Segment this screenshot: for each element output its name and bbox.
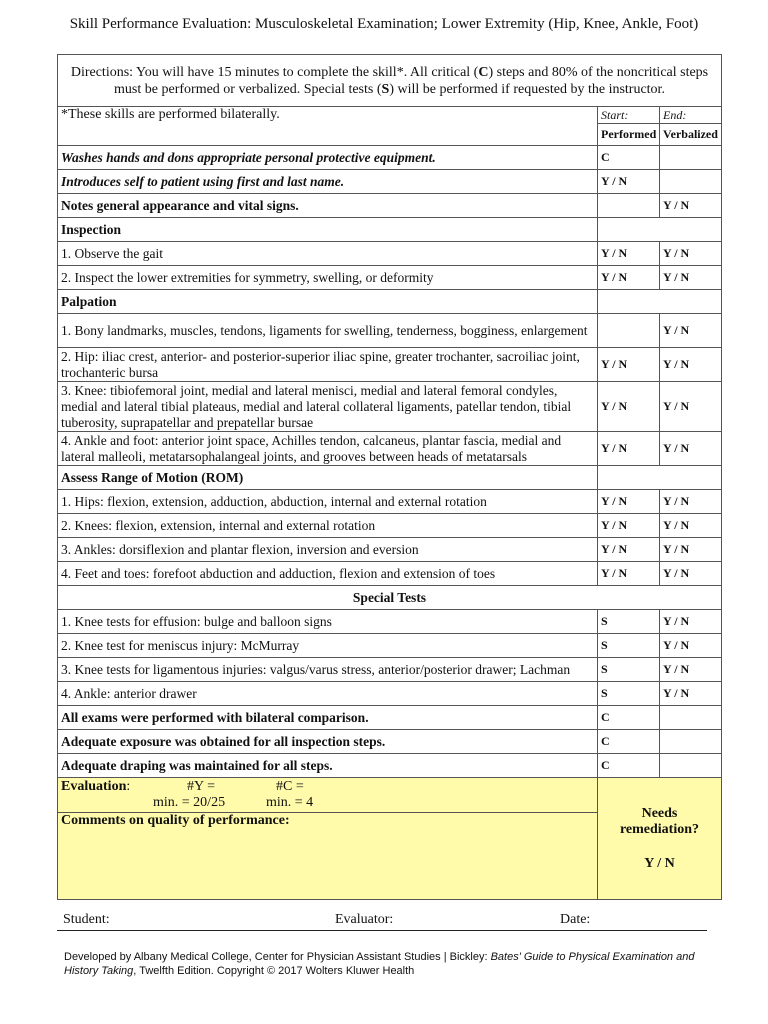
performed-cell: S (597, 610, 659, 634)
verbalized-cell: Y / N (659, 682, 721, 706)
verbalized-cell: Y / N (659, 314, 721, 348)
signature-line (57, 910, 707, 931)
evaluation-table (57, 54, 722, 900)
table-row (58, 658, 722, 682)
table-row (58, 490, 722, 514)
verbalized-cell: Y / N (659, 382, 721, 432)
evaluation-row (58, 778, 722, 813)
section-row (58, 218, 722, 242)
step-text: 1. Bony landmarks, muscles, tendons, ligaments for swelling, tenderness, bogginess, enlargement (58, 314, 598, 348)
directions-critical-mark: C (478, 64, 489, 80)
footer-text-2: , Twelfth Edition. Copyright © 2017 Wolters Kluwer Health (133, 965, 415, 977)
step-text: 4. Ankle and foot: anterior joint space, Achilles tendon, calcaneus, plantar fascia, medial and lateral malleoli, metatarsophalangeal joints, and grooves between heads of metatarsals (58, 432, 598, 466)
verbalized-cell (659, 146, 721, 170)
table-row (58, 314, 722, 348)
step-text: Washes hands and dons appropriate personal protective equipment. (58, 146, 598, 170)
step-text: 2. Knee test for meniscus injury: McMurray (58, 634, 598, 658)
end-label: End: (659, 107, 721, 124)
step-text: 3. Ankles: dorsiflexion and plantar flexion, inversion and eversion (58, 538, 598, 562)
step-text: 1. Knee tests for effusion: bulge and balloon signs (58, 610, 598, 634)
table-row (58, 610, 722, 634)
verbalized-cell (659, 730, 721, 754)
verbalized-cell (659, 170, 721, 194)
table-row (58, 170, 722, 194)
verbalized-cell: Y / N (659, 562, 721, 586)
step-text: 1. Hips: flexion, extension, adduction, abduction, internal and external rotation (58, 490, 598, 514)
performed-cell: Y / N (597, 432, 659, 466)
footer-book-title: Bates' Guide to Physical Examination and History Taking (64, 951, 695, 977)
y-minimum: min. = 20/25 (153, 795, 226, 810)
footer-credit (64, 950, 714, 978)
step-text: Introduces self to patient using first and last name. (58, 170, 598, 194)
performed-cell: Y / N (597, 382, 659, 432)
step-text: 4. Ankle: anterior drawer (58, 682, 598, 706)
performed-cell: S (597, 682, 659, 706)
verbalized-cell (659, 706, 721, 730)
table-row (58, 754, 722, 778)
evaluator-label: Evaluator: (335, 912, 394, 927)
step-text: 2. Inspect the lower extremities for symmetry, swelling, or deformity (58, 266, 598, 290)
step-text: 3. Knee tests for ligamentous injuries: valgus/varus stress, anterior/posterior drawer; Lachman (58, 658, 598, 682)
section-heading-inspection: Inspection (58, 218, 598, 242)
section-row (58, 290, 722, 314)
step-text: 1. Observe the gait (58, 242, 598, 266)
step-text: All exams were performed with bilateral comparison. (58, 706, 598, 730)
directions-text-3: ) will be performed if requested by the instructor. (389, 81, 665, 97)
section-row (58, 466, 722, 490)
verbalized-cell: Y / N (659, 658, 721, 682)
verbalized-cell: Y / N (659, 490, 721, 514)
performed-cell: Y / N (597, 490, 659, 514)
step-text: Adequate exposure was obtained for all inspection steps. (58, 730, 598, 754)
table-row (58, 514, 722, 538)
verbalized-cell (659, 754, 721, 778)
section-heading-rom: Assess Range of Motion (ROM) (58, 466, 598, 490)
verbalized-cell: Y / N (659, 266, 721, 290)
start-label: Start: (597, 107, 659, 124)
section-heading-special-tests: Special Tests (58, 586, 722, 610)
table-row (58, 432, 722, 466)
directions-text-2: ) steps and 80% of the noncritical steps must be performed or verbalized. Special tests ( (114, 64, 709, 97)
directions-row (58, 55, 722, 107)
evaluation-label: Evaluation (61, 779, 127, 794)
student-label: Student: (63, 912, 110, 927)
step-text: Notes general appearance and vital signs. (58, 194, 598, 218)
performed-cell: S (597, 634, 659, 658)
performed-cell: Y / N (597, 266, 659, 290)
performed-header: Performed (597, 124, 659, 146)
verbalized-cell: Y / N (659, 634, 721, 658)
step-text: 4. Feet and toes: forefoot abduction and adduction, flexion and extension of toes (58, 562, 598, 586)
verbalized-cell: Y / N (659, 432, 721, 466)
comments-label: Comments on quality of performance: (61, 813, 290, 828)
step-text: 3. Knee: tibiofemoral joint, medial and lateral menisci, medial and lateral femoral condyles, medial and lateral tibial plateaus, medial and lateral collateral ligaments, patellar tendon, tibial tuberosity, suprapatellar and prepatellar bursae (58, 382, 598, 432)
comments-field[interactable] (58, 813, 598, 900)
table-row (58, 266, 722, 290)
date-label: Date: (560, 912, 591, 927)
performed-cell: S (597, 658, 659, 682)
section-row (58, 586, 722, 610)
table-row (58, 382, 722, 432)
performed-cell: C (597, 706, 659, 730)
step-text: 2. Knees: flexion, extension, internal and external rotation (58, 514, 598, 538)
directions-special-mark: S (381, 81, 390, 97)
verbalized-cell: Y / N (659, 194, 721, 218)
table-row (58, 682, 722, 706)
performed-cell (597, 314, 659, 348)
footer-text-1: Developed by Albany Medical College, Center for Physician Assistant Studies | Bickley: (64, 951, 491, 963)
table-row (58, 634, 722, 658)
c-minimum: min. = 4 (266, 795, 314, 810)
table-row (58, 706, 722, 730)
verbalized-cell: Y / N (659, 242, 721, 266)
table-row (58, 242, 722, 266)
table-row (58, 538, 722, 562)
verbalized-header: Verbalized (659, 124, 721, 146)
remediation-question: Needs remediation? (619, 805, 700, 837)
bilateral-note: *These skills are performed bilaterally. (58, 107, 598, 146)
evaluation-summary: Evaluation: #Y = #C = min. = 20/25 min. = 4 (58, 778, 598, 813)
performed-cell: Y / N (597, 562, 659, 586)
table-row (58, 348, 722, 382)
performed-cell: C (597, 754, 659, 778)
verbalized-cell: Y / N (659, 610, 721, 634)
step-text: Adequate draping was maintained for all steps. (58, 754, 598, 778)
y-count-label: #Y = (187, 779, 215, 794)
performed-cell: C (597, 730, 659, 754)
table-row (58, 194, 722, 218)
header-row-1 (58, 107, 722, 124)
performed-cell (597, 194, 659, 218)
performed-cell: Y / N (597, 538, 659, 562)
table-row (58, 562, 722, 586)
verbalized-cell: Y / N (659, 514, 721, 538)
step-text: 2. Hip: iliac crest, anterior- and posterior-superior iliac spine, greater trochanter, sacroiliac joint, trochanteric bursa (58, 348, 598, 382)
remediation-yn[interactable]: Y / N (644, 855, 675, 871)
verbalized-cell: Y / N (659, 538, 721, 562)
table-row (58, 146, 722, 170)
remediation-cell (597, 778, 721, 900)
performed-cell: C (597, 146, 659, 170)
page-title: Skill Performance Evaluation: Musculoskeletal Examination; Lower Extremity (Hip, Knee, Ankle, Foot) (69, 16, 699, 32)
verbalized-cell: Y / N (659, 348, 721, 382)
performed-cell: Y / N (597, 170, 659, 194)
table-row (58, 730, 722, 754)
directions-text-1: Directions: You will have 15 minutes to complete the skill*. All critical ( (70, 64, 479, 80)
section-heading-palpation: Palpation (58, 290, 598, 314)
performed-cell: Y / N (597, 514, 659, 538)
performed-cell: Y / N (597, 242, 659, 266)
c-count-label: #C = (276, 779, 304, 794)
performed-cell: Y / N (597, 348, 659, 382)
